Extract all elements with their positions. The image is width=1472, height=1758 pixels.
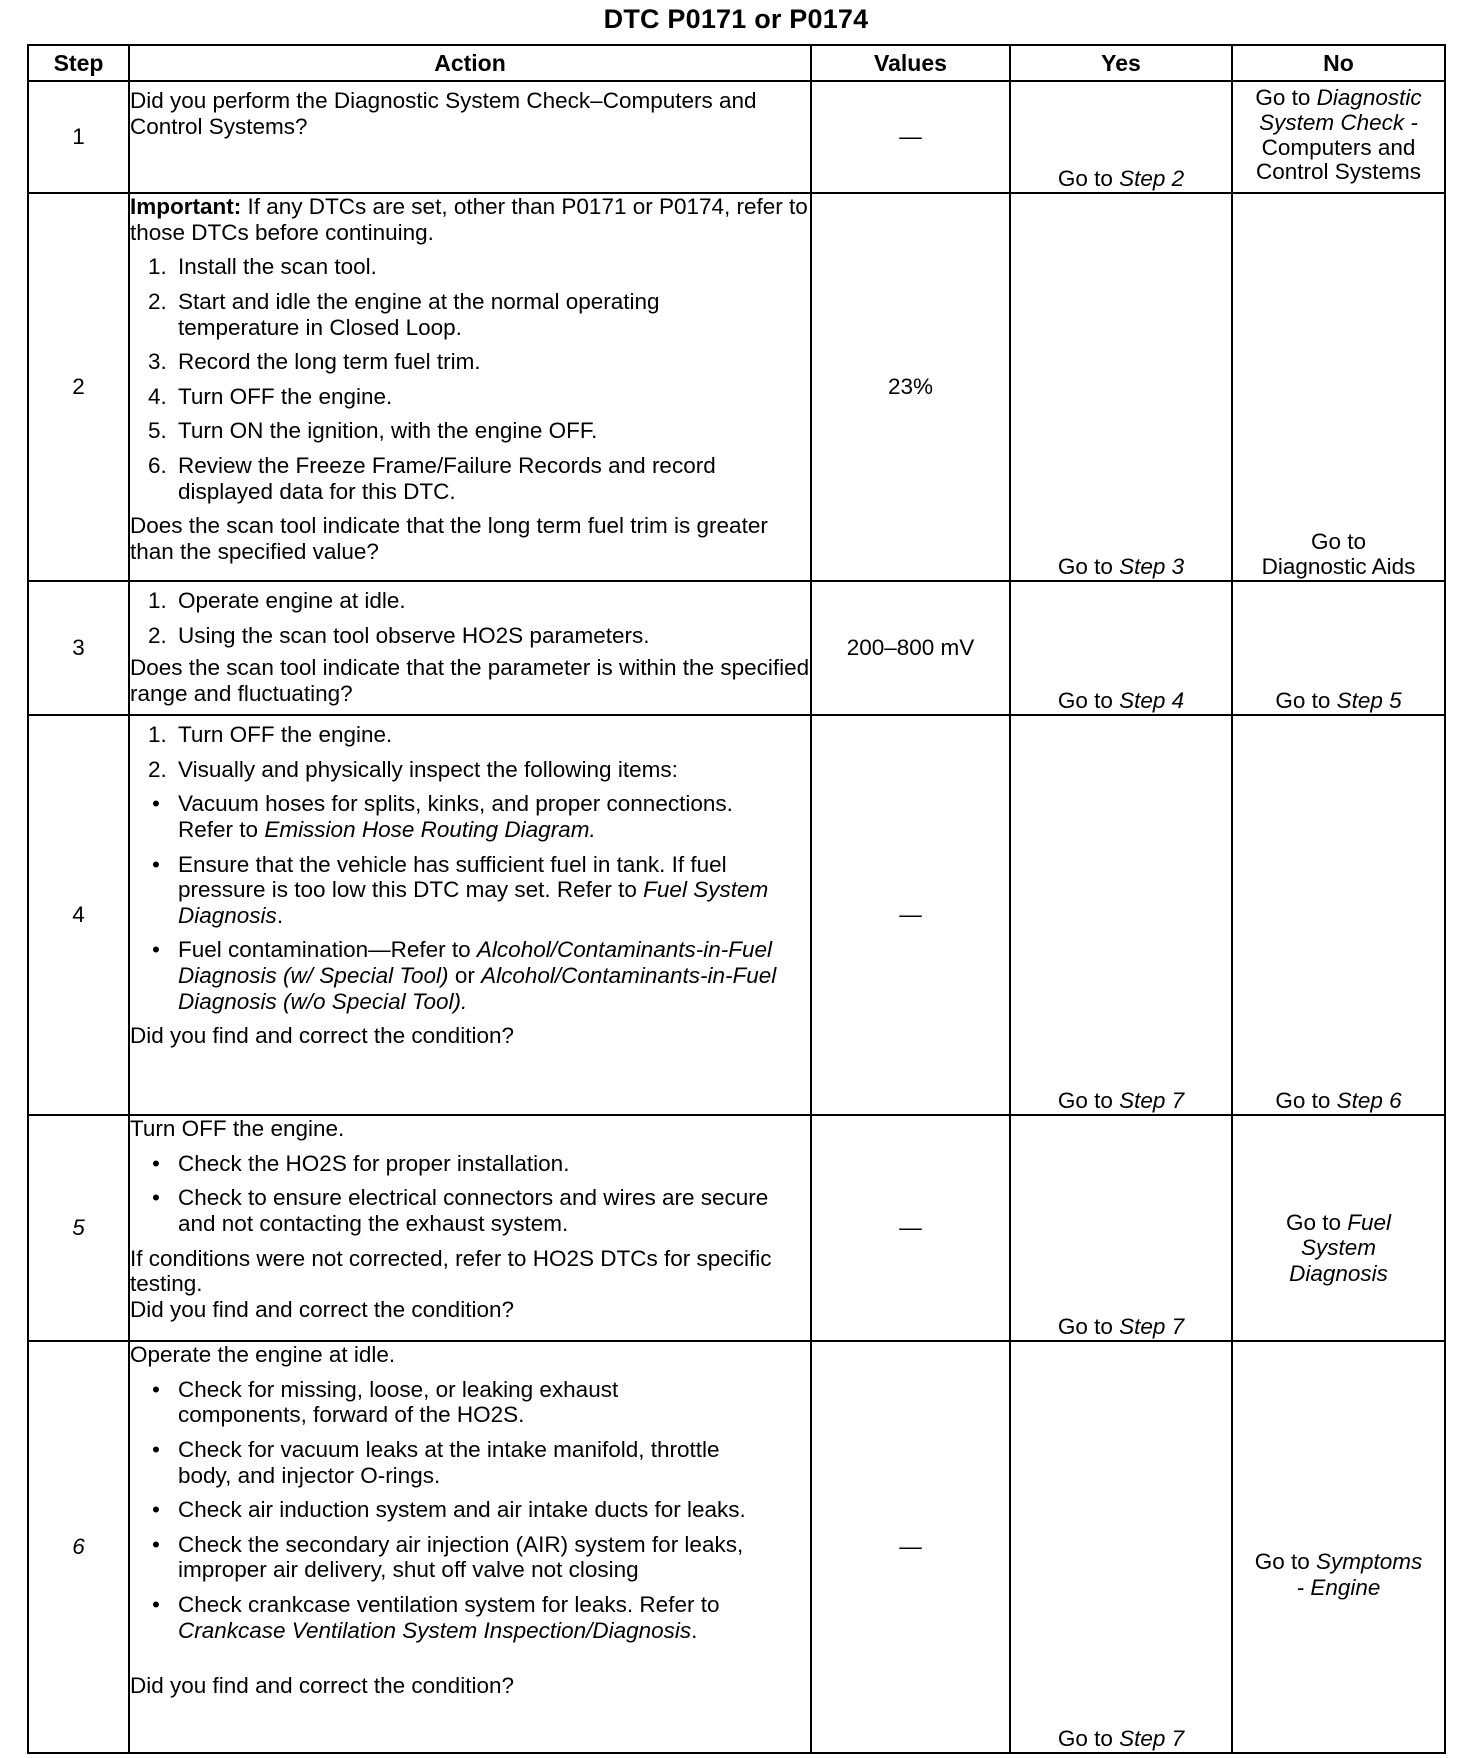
item-text <box>178 937 810 1014</box>
item-text: Record the long term fuel trim. <box>178 349 481 375</box>
item-number: 5. <box>148 418 167 444</box>
value-cell: — <box>811 1341 1010 1753</box>
action-question: Does the scan tool indicate that the long term fuel trim is greater than the specified value? <box>130 513 768 565</box>
value-cell: — <box>811 715 1010 1115</box>
yes-link: Step 4 <box>1119 688 1185 714</box>
reference-link: Crankcase Ventilation System Inspection/Diagnosis <box>178 1617 692 1643</box>
item-text <box>178 1592 810 1643</box>
bullet-text: Check the secondary air injection (AIR) system for leaks, improper air delivery, shut off valve not closing <box>178 1531 744 1583</box>
item-text: Review the Freeze Frame/Failure Records and record displayed data for this DTC. <box>178 453 716 504</box>
item-number: 2. <box>148 756 167 782</box>
yes-link: Step 7 <box>1119 1726 1185 1752</box>
bullet-text: . <box>691 1617 698 1643</box>
no-text: Computers and <box>1261 134 1416 160</box>
important-note <box>130 194 810 245</box>
list-item <box>130 453 810 504</box>
bullet-text: Ensure that the vehicle has sufficient fuel in tank. If fuel pressure is too low this DTC may set. Refer to <box>178 851 727 903</box>
item-number: 1. <box>148 722 167 747</box>
no-prefix: Go to <box>1275 1088 1331 1114</box>
header-step: Step <box>28 45 129 81</box>
bullet-item <box>130 1377 810 1428</box>
item-number: 3. <box>148 349 167 375</box>
item-text <box>178 852 810 929</box>
bullet-item <box>130 1437 810 1488</box>
value-cell: 200–800 mV <box>811 581 1010 715</box>
bullet-icon: • <box>152 1497 160 1523</box>
no-link: Diagnosis <box>1289 1260 1388 1286</box>
reference-link: Emission Hose Routing Diagram. <box>264 816 596 842</box>
no-text: Diagnostic Aids <box>1261 554 1416 580</box>
action-text: Operate the engine at idle. <box>130 1342 396 1367</box>
bullet-text: Vacuum hoses for splits, kinks, and proper connections. Refer to <box>178 791 733 842</box>
no-link: Symptoms <box>1316 1548 1423 1574</box>
list-item <box>130 289 810 340</box>
bullet-text: Check the HO2S for proper installation. <box>178 1150 570 1176</box>
bullet-item <box>130 791 810 842</box>
action-question: Did you find and correct the condition? <box>130 1023 514 1049</box>
bullet-text: Check to ensure electrical connectors and wires are secure and not contacting the exhaust system. <box>178 1185 769 1236</box>
item-text <box>178 791 810 842</box>
bullet-item <box>130 937 810 1014</box>
header-no: No <box>1232 45 1445 81</box>
list-item <box>130 384 810 410</box>
action-question: Did you find and correct the condition? <box>130 1673 514 1699</box>
list-item <box>130 418 810 444</box>
bullet-icon: • <box>152 1592 160 1618</box>
yes-prefix: Go to <box>1057 554 1113 580</box>
yes-cell <box>1010 193 1232 581</box>
no-cell <box>1232 1341 1445 1753</box>
table-row <box>28 1341 1445 1753</box>
table-row <box>28 581 1445 715</box>
reference-link: Alcohol/Contaminants-in-Fuel Diagnosis (w/o Special Tool). <box>178 963 777 1014</box>
yes-cell <box>1010 81 1232 193</box>
reference-link: Alcohol/Contaminants-in-Fuel Diagnosis (w/ Special Tool) <box>178 937 773 989</box>
reference-link: Fuel System Diagnosis <box>178 877 769 928</box>
list-item <box>130 588 810 614</box>
item-number: 2. <box>148 288 167 314</box>
bullet-icon: • <box>152 1436 160 1462</box>
action-cell <box>129 1115 811 1341</box>
step-number: 3 <box>28 581 129 715</box>
value-cell: — <box>811 1115 1010 1341</box>
list-item <box>130 349 810 375</box>
action-cell <box>129 193 811 581</box>
yes-link: Step 2 <box>1119 166 1185 192</box>
bullet-icon: • <box>152 937 160 963</box>
item-text: Using the scan tool observe HO2S parameters. <box>178 622 650 648</box>
table-row <box>28 193 1445 581</box>
no-text: Control Systems <box>1255 159 1422 185</box>
no-link: Step 5 <box>1336 688 1402 714</box>
bullet-icon: • <box>152 1185 160 1211</box>
no-prefix: Go to <box>1285 1209 1341 1235</box>
item-number: 4. <box>148 383 167 409</box>
bullet-text: or <box>454 963 475 989</box>
bullet-icon: • <box>152 1376 160 1402</box>
step-number: 2 <box>28 193 129 581</box>
step-number: 4 <box>28 715 129 1115</box>
bullet-item <box>130 852 810 929</box>
step-number: 6 <box>28 1341 129 1753</box>
yes-cell <box>1010 715 1232 1115</box>
bullet-item <box>130 1151 810 1177</box>
action-cell <box>129 81 811 193</box>
item-number: 1. <box>148 588 167 613</box>
item-text: Start and idle the engine at the normal operating temperature in Closed Loop. <box>178 288 660 340</box>
step-number: 1 <box>28 81 129 193</box>
bullet-text: Check air induction system and air intake ducts for leaks. <box>178 1497 746 1523</box>
item-text: Visually and physically inspect the following items: <box>178 756 678 782</box>
no-cell <box>1232 193 1445 581</box>
item-text: Operate engine at idle. <box>178 588 406 613</box>
list-item <box>130 254 810 280</box>
yes-cell <box>1010 1115 1232 1341</box>
action-cell <box>129 1341 811 1753</box>
no-text: Go to <box>1310 528 1367 554</box>
yes-link: Step 7 <box>1119 1314 1185 1340</box>
no-prefix: Go to <box>1255 85 1311 110</box>
no-link: Step 6 <box>1336 1088 1402 1114</box>
table-row <box>28 81 1445 193</box>
bullet-item <box>130 1497 810 1523</box>
table-row <box>28 715 1445 1115</box>
action-question: Does the scan tool indicate that the parameter is within the specified range and fluctuating? <box>130 655 810 706</box>
bullet-text: . <box>276 902 284 928</box>
bullet-item <box>130 1185 810 1236</box>
bullet-text: Check crankcase ventilation system for leaks. Refer to <box>178 1592 720 1618</box>
no-cell <box>1232 715 1445 1115</box>
bullet-text: Check for vacuum leaks at the intake manifold, throttle body, and injector O-rings. <box>178 1436 720 1488</box>
value-cell: 23% <box>811 193 1010 581</box>
item-number: 6. <box>148 453 167 479</box>
important-text: If any DTCs are set, other than P0171 or P0174, refer to those DTCs before continuing. <box>130 194 808 245</box>
item-text: Turn ON the ignition, with the engine OFF. <box>178 418 598 444</box>
item-number: 2. <box>148 622 167 648</box>
no-link: Diagnostic System Check - <box>1259 85 1422 135</box>
bullet-icon: • <box>152 791 160 817</box>
item-text: Turn OFF the engine. <box>178 383 393 409</box>
no-prefix: Go to <box>1275 688 1331 714</box>
diagnostic-table <box>27 44 1446 1754</box>
header-values: Values <box>811 45 1010 81</box>
action-question: Did you find and correct the condition? <box>130 1296 514 1322</box>
action-text: Did you perform the Diagnostic System Check–Computers and Control Systems? <box>130 88 757 139</box>
list-item <box>130 722 810 748</box>
bullet-icon: • <box>152 1150 160 1176</box>
yes-prefix: Go to <box>1057 688 1113 714</box>
bullet-text: Fuel contamination—Refer to <box>178 937 471 963</box>
step-number: 5 <box>28 1115 129 1341</box>
page-title: DTC P0171 or P0174 <box>603 4 869 34</box>
value-cell: — <box>811 81 1010 193</box>
list-item <box>130 757 810 783</box>
bullet-item <box>130 1532 810 1583</box>
header-row <box>28 45 1445 81</box>
action-text: Turn OFF the engine. <box>130 1116 345 1141</box>
no-link: - Engine <box>1296 1574 1381 1600</box>
important-label: Important: <box>130 194 242 219</box>
action-note: If conditions were not corrected, refer to HO2S DTCs for specific testing. <box>130 1245 772 1297</box>
action-cell <box>129 581 811 715</box>
no-prefix: Go to <box>1254 1548 1310 1574</box>
header-yes: Yes <box>1010 45 1232 81</box>
item-text: Turn OFF the engine. <box>178 722 393 747</box>
no-link: Fuel <box>1347 1209 1392 1235</box>
item-text: Install the scan tool. <box>178 254 377 280</box>
yes-link: Step 3 <box>1119 554 1185 580</box>
header-action: Action <box>129 45 811 81</box>
yes-prefix: Go to <box>1057 166 1113 192</box>
bullet-item <box>130 1592 810 1643</box>
bullet-icon: • <box>152 1531 160 1557</box>
no-cell <box>1232 581 1445 715</box>
no-cell <box>1232 81 1445 193</box>
no-cell <box>1232 1115 1445 1341</box>
table-row <box>28 1115 1445 1341</box>
bullet-text: Check for missing, loose, or leaking exhaust components, forward of the HO2S. <box>178 1376 619 1428</box>
item-number: 1. <box>148 254 167 280</box>
action-cell <box>129 715 811 1115</box>
yes-prefix: Go to <box>1057 1088 1113 1114</box>
yes-cell <box>1010 581 1232 715</box>
yes-prefix: Go to <box>1057 1314 1113 1340</box>
bullet-icon: • <box>152 851 160 877</box>
list-item <box>130 623 810 649</box>
yes-link: Step 7 <box>1119 1088 1185 1114</box>
no-link: System <box>1300 1235 1376 1261</box>
yes-prefix: Go to <box>1057 1726 1113 1752</box>
yes-cell <box>1010 1341 1232 1753</box>
